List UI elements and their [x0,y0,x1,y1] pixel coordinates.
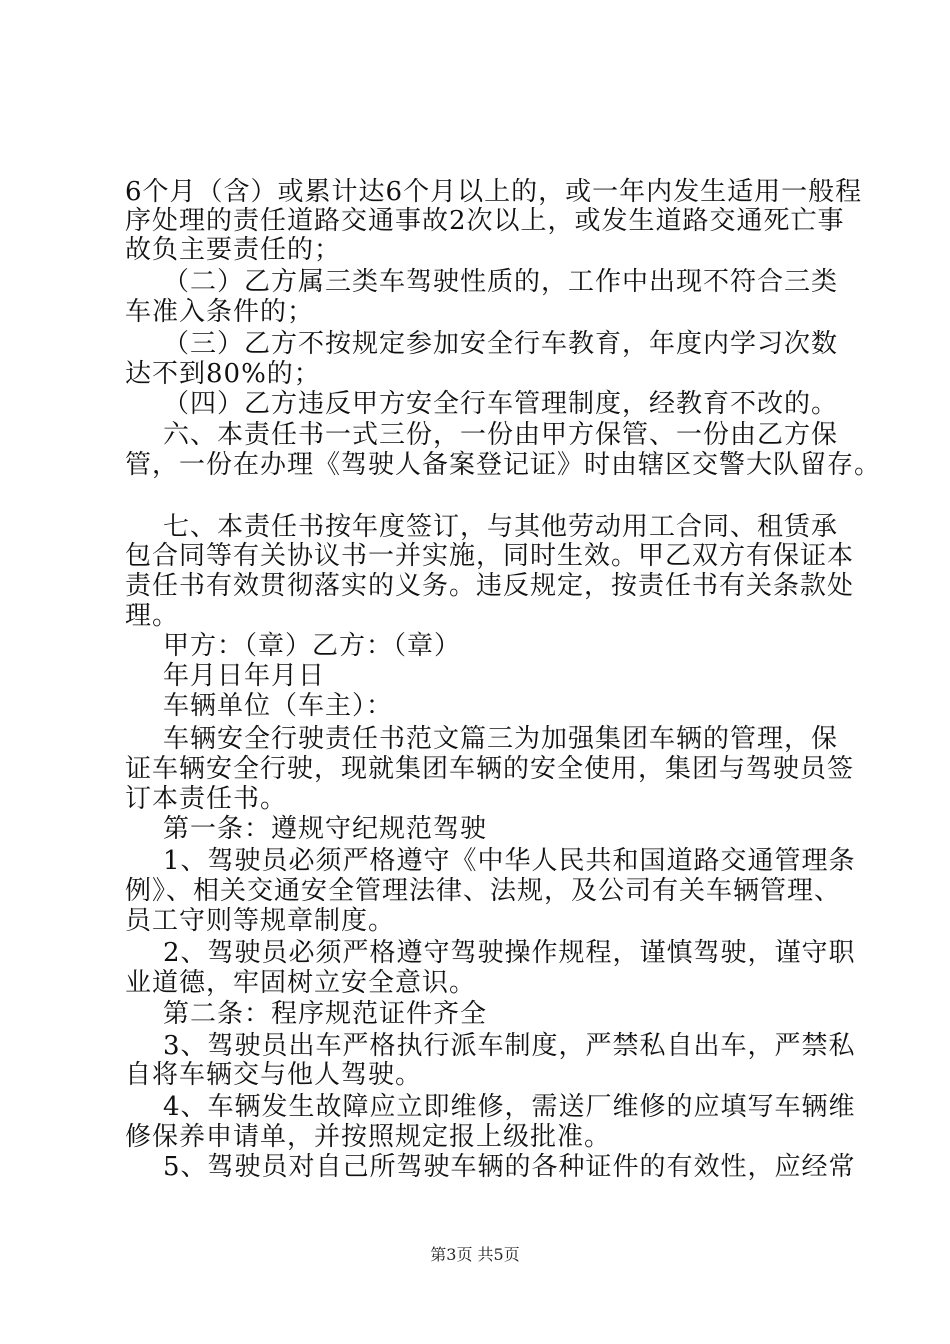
text-line: 6个月（含）或累计达6个月以上的，或一年内发生适用一般程 [125,177,863,207]
text-line: 修保养申请单，并按照规定报上级批准。 [125,1122,612,1152]
text-line: 第二条：程序规范证件齐全 [163,999,488,1029]
text-line: 车辆单位（车主）： [163,691,394,721]
text-line: 七、本责任书按年度签订，与其他劳动用工合同、租赁承 [163,512,839,542]
text-line: 员工守则等规章制度。 [125,906,396,936]
text-line: 理。 [125,601,180,631]
text-line: 5、驾驶员对自己所驾驶车辆的各种证件的有效性，应经常 [163,1152,856,1182]
text-line: 车辆安全行驶责任书范文篇三为加强集团车辆的管理，保 [163,724,839,754]
text-line: 例》、相关交通安全管理法律、法规，及公司有关车辆管理、 [125,876,842,906]
text-line: 甲方：（章）乙方：（章） [163,631,462,661]
text-line: 序处理的责任道路交通事故2次以上，或发生道路交通死亡事 [125,206,845,236]
text-line: （三）乙方不按规定参加安全行车教育，年度内学习次数 [163,329,839,359]
text-line: 4、车辆发生故障应立即维修，需送厂维修的应填写车辆维 [163,1092,856,1122]
text-line: 管，一份在办理《驾驶人备案登记证》时由辖区交警大队留存。 [125,450,882,480]
text-line: 自将车辆交与他人驾驶。 [125,1060,423,1090]
text-line: 证车辆安全行驶，现就集团车辆的安全使用，集团与驾驶员签 [125,754,855,784]
text-line: 六、本责任书一式三份，一份由甲方保管、一份由乙方保 [163,420,839,450]
text-line: 2、驾驶员必须严格遵守驾驶操作规程，谨慎驾驶，谨守职 [163,938,856,968]
text-line: 1、驾驶员必须严格遵守《中华人民共和国道路交通管理条 [163,846,856,876]
text-line: 业道德，牢固树立安全意识。 [125,968,477,998]
text-line: 故负主要责任的； [125,235,342,265]
text-line: 年月日年月日 [163,661,326,691]
text-line: （二）乙方属三类车驾驶性质的，工作中出现不符合三类 [163,267,839,297]
page-footer: 第3页 共5页 [430,1245,520,1264]
text-line: 第一条：遵规守纪规范驾驶 [163,814,488,844]
text-line: （四）乙方违反甲方安全行车管理制度，经教育不改的。 [163,389,839,419]
text-line: 达不到80%的； [125,359,321,389]
text-line: 订本责任书。 [125,784,288,814]
text-line: 车准入条件的； [125,297,315,327]
text-line: 包合同等有关协议书一并实施，同时生效。甲乙双方有保证本 [125,541,855,571]
text-line: 3、驾驶员出车严格执行派车制度，严禁私自出车，严禁私 [163,1031,856,1061]
text-line: 责任书有效贯彻落实的义务。违反规定，按责任书有关条款处 [125,571,855,601]
